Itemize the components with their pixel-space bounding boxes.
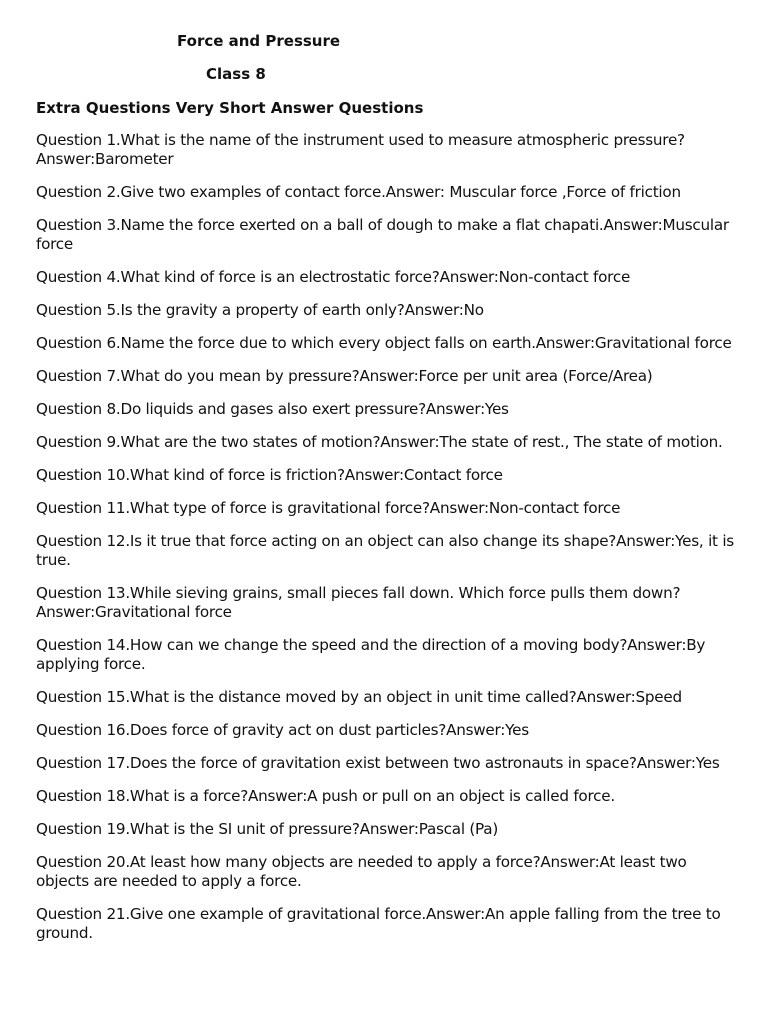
question-item-7: Question 7.What do you mean by pressure?Answer:Force per unit area (Force/Area)	[36, 367, 653, 385]
question-item-5: Question 5.Is the gravity a property of earth only?Answer:No	[36, 301, 484, 319]
question-item-3: Question 3.Name the force exerted on a ball of dough to make a flat chapati.Answer:Muscular force	[36, 216, 729, 253]
question-item-16: Question 16.Does force of gravity act on dust particles?Answer:Yes	[36, 721, 529, 739]
class-label: Class 8	[206, 65, 266, 83]
section-heading: Extra Questions Very Short Answer Questions	[36, 99, 424, 117]
question-item-11: Question 11.What type of force is gravitational force?Answer:Non-contact force	[36, 499, 621, 517]
question-item-6: Question 6.Name the force due to which every object falls on earth.Answer:Gravitational force	[36, 334, 732, 352]
question-list	[36, 131, 736, 957]
question-item-10: Question 10.What kind of force is friction?Answer:Contact force	[36, 466, 503, 484]
question-item-21: Question 21.Give one example of gravitational force.Answer:An apple falling from the tree to ground.	[36, 905, 721, 942]
question-item-12: Question 12.Is it true that force acting on an object can also change its shape?Answer:Yes, it is true.	[36, 532, 734, 569]
question-item-2: Question 2.Give two examples of contact force.Answer: Muscular force ,Force of friction	[36, 183, 681, 201]
question-item-4: Question 4.What kind of force is an electrostatic force?Answer:Non-contact force	[36, 268, 631, 286]
question-item-9: Question 9.What are the two states of motion?Answer:The state of rest., The state of motion.	[36, 433, 723, 451]
question-item-1: Question 1.What is the name of the instrument used to measure atmospheric pressure? Answer:Barometer	[36, 131, 685, 168]
question-item-18: Question 18.What is a force?Answer:A push or pull on an object is called force.	[36, 787, 615, 805]
question-item-14: Question 14.How can we change the speed and the direction of a moving body?Answer:By applying force.	[36, 636, 706, 673]
question-item-15: Question 15.What is the distance moved by an object in unit time called?Answer:Speed	[36, 688, 682, 706]
question-item-17: Question 17.Does the force of gravitation exist between two astronauts in space?Answer:Yes	[36, 754, 720, 772]
question-item-19: Question 19.What is the SI unit of pressure?Answer:Pascal (Pa)	[36, 820, 498, 838]
question-item-13: Question 13.While sieving grains, small pieces fall down. Which force pulls them down? Answer:Gravitational force	[36, 584, 681, 621]
question-item-20: Question 20.At least how many objects are needed to apply a force?Answer:At least two objects are needed to apply a force.	[36, 853, 687, 890]
document-title: Force and Pressure	[177, 32, 341, 50]
question-item-8: Question 8.Do liquids and gases also exert pressure?Answer:Yes	[36, 400, 509, 418]
